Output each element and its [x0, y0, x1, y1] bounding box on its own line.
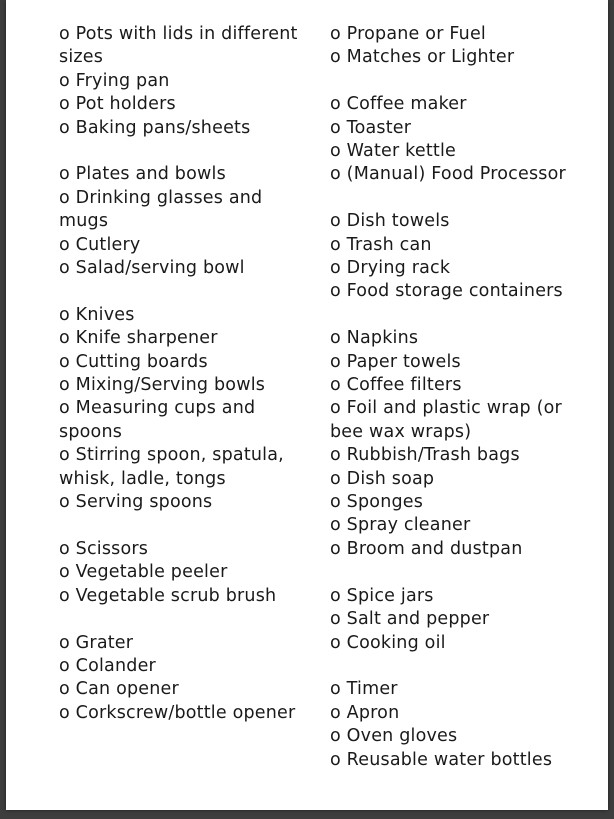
checklist-item: o Salt and pepper — [330, 609, 490, 630]
checklist-item: o Foil and plastic wrap (or bee wax wraps) — [330, 398, 562, 442]
item-group — [330, 93, 600, 187]
checklist-item: o Salad/serving bowl — [59, 258, 245, 279]
item-group — [59, 23, 309, 140]
item-group — [330, 23, 600, 70]
item-group — [330, 327, 600, 561]
checklist-item: o Plates and bowls — [59, 164, 226, 185]
checklist-item: o Mixing/Serving bowls — [59, 375, 266, 396]
checklist-item: o Coffee filters — [330, 375, 462, 396]
checklist-item: o Toaster — [330, 117, 412, 138]
checklist-item: o Napkins — [330, 328, 419, 349]
checklist-item: o Can opener — [59, 679, 179, 700]
checklist-item: o Water kettle — [330, 141, 456, 162]
checklist-page — [6, 0, 608, 810]
checklist-item: o Vegetable scrub brush — [59, 585, 277, 606]
item-group — [330, 210, 600, 304]
checklist-item: o Dish towels — [330, 211, 450, 232]
item-group — [330, 678, 600, 772]
checklist-item: o Timer — [330, 679, 398, 700]
checklist-item: o Drying rack — [330, 258, 451, 279]
checklist-item: o Vegetable peeler — [59, 562, 228, 583]
checklist-item: o Sponges — [330, 492, 424, 513]
right-column — [330, 23, 600, 772]
checklist-item: o Spice jars — [330, 585, 434, 606]
checklist-item: o Cooking oil — [330, 632, 446, 653]
checklist-item: o Oven gloves — [330, 726, 458, 747]
checklist-item: o Rubbish/Trash bags — [330, 445, 520, 466]
checklist-item: o Scissors — [59, 538, 149, 559]
checklist-item: o Reusable water bottles — [330, 749, 553, 770]
checklist-item: o Food storage containers — [330, 281, 563, 302]
checklist-item: o Cutlery — [59, 234, 141, 255]
checklist-item: o Coffee maker — [330, 94, 467, 115]
checklist-item: o Apron — [330, 702, 400, 723]
checklist-item: o Pots with lids in different sizes — [59, 24, 298, 68]
checklist-item: o Matches or Lighter — [330, 47, 515, 68]
left-column — [59, 23, 309, 725]
checklist-item: o Grater — [59, 632, 134, 653]
item-group — [59, 304, 309, 515]
item-group — [59, 163, 309, 280]
checklist-item: o Knife sharpener — [59, 328, 218, 349]
checklist-item: o Dish soap — [330, 468, 435, 489]
checklist-item: o Pot holders — [59, 94, 176, 115]
checklist-item: o Measuring cups and spoons — [59, 398, 256, 442]
checklist-item: o Drinking glasses and mugs — [59, 187, 263, 232]
checklist-item: o Broom and dustpan — [330, 538, 523, 559]
checklist-item: o Serving spoons — [59, 492, 213, 513]
checklist-item: o Paper towels — [330, 351, 461, 372]
checklist-item: o Trash can — [330, 234, 432, 255]
checklist-item: o Propane or Fuel — [330, 24, 486, 44]
item-group — [59, 538, 309, 608]
checklist-item: o Cutting boards — [59, 351, 208, 372]
checklist-item: o Frying pan — [59, 70, 170, 91]
checklist-item: o Corkscrew/bottle opener — [59, 702, 296, 723]
item-group — [59, 632, 309, 726]
item-group — [330, 585, 600, 655]
checklist-item: o Stirring spoon, spatula, whisk, ladle, tongs — [59, 445, 284, 489]
checklist-item: o (Manual) Food Processor — [330, 164, 566, 185]
checklist-item: o Knives — [59, 304, 135, 325]
checklist-item: o Colander — [59, 655, 156, 676]
checklist-item: o Baking pans/sheets — [59, 117, 251, 138]
checklist-item: o Spray cleaner — [330, 515, 471, 536]
